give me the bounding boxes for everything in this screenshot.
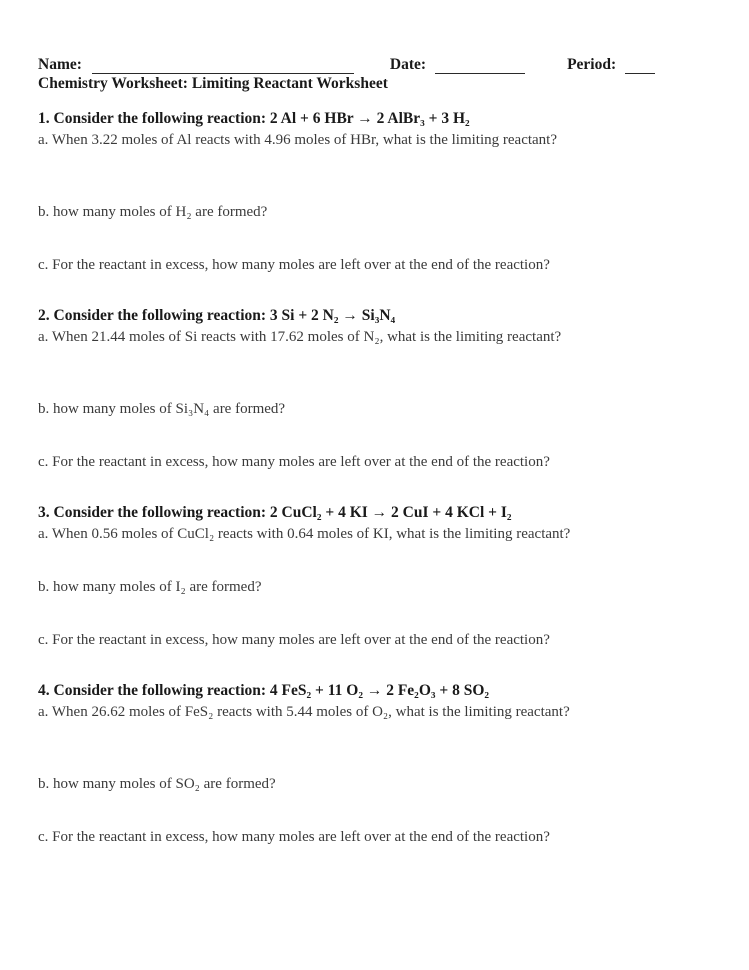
- question-2-heading: 2. Consider the following reaction: 3 Si + 2 N₂ → Si₃N₄: [38, 307, 396, 324]
- question-2: [38, 306, 711, 472]
- name-label: Name:: [38, 56, 82, 73]
- question-1-part-a: a. When 3.22 moles of Al reacts with 4.96 moles of HBr, what is the limiting reactant?: [38, 132, 558, 148]
- period-label: Period:: [567, 56, 617, 73]
- question-1-heading: 1. Consider the following reaction: 2 Al + 6 HBr → 2 AlBr₃ + 3 H₂: [38, 110, 470, 127]
- question-4: [38, 681, 711, 847]
- date-blank-line: [435, 59, 525, 74]
- question-2-part-a: a. When 21.44 moles of Si reacts with 17.62 moles of N₂, what is the limiting reactant?: [38, 329, 562, 345]
- question-1-part-c: c. For the reactant in excess, how many moles are left over at the end of the reaction?: [38, 257, 550, 273]
- question-3: [38, 503, 711, 650]
- question-3-part-c: c. For the reactant in excess, how many moles are left over at the end of the reaction?: [38, 632, 550, 648]
- worksheet-title: Chemistry Worksheet: Limiting Reactant Worksheet: [38, 75, 388, 92]
- question-4-part-c: c. For the reactant in excess, how many moles are left over at the end of the reaction?: [38, 829, 550, 845]
- question-3-part-b: b. how many moles of I₂ are formed?: [38, 579, 262, 595]
- period-blank-line: [625, 59, 655, 74]
- question-1: [38, 109, 711, 275]
- question-4-part-b: b. how many moles of SO₂ are formed?: [38, 776, 276, 792]
- question-1-part-b: b. how many moles of H₂ are formed?: [38, 204, 268, 220]
- name-blank-line: [92, 59, 354, 74]
- header-row: [38, 55, 711, 74]
- question-4-part-a: a. When 26.62 moles of FeS₂ reacts with 5.44 moles of O₂, what is the limiting reactant?: [38, 704, 570, 720]
- question-3-heading: 3. Consider the following reaction: 2 CuCl₂ + 4 KI → 2 CuI + 4 KCl + I₂: [38, 504, 512, 521]
- question-2-part-b: b. how many moles of Si₃N₄ are formed?: [38, 401, 286, 417]
- question-2-part-c: c. For the reactant in excess, how many moles are left over at the end of the reaction?: [38, 454, 550, 470]
- question-3-part-a: a. When 0.56 moles of CuCl₂ reacts with 0.64 moles of KI, what is the limiting reactant?: [38, 526, 571, 542]
- question-4-heading: 4. Consider the following reaction: 4 FeS₂ + 11 O₂ → 2 Fe₂O₃ + 8 SO₂: [38, 682, 490, 699]
- date-label: Date:: [389, 56, 427, 73]
